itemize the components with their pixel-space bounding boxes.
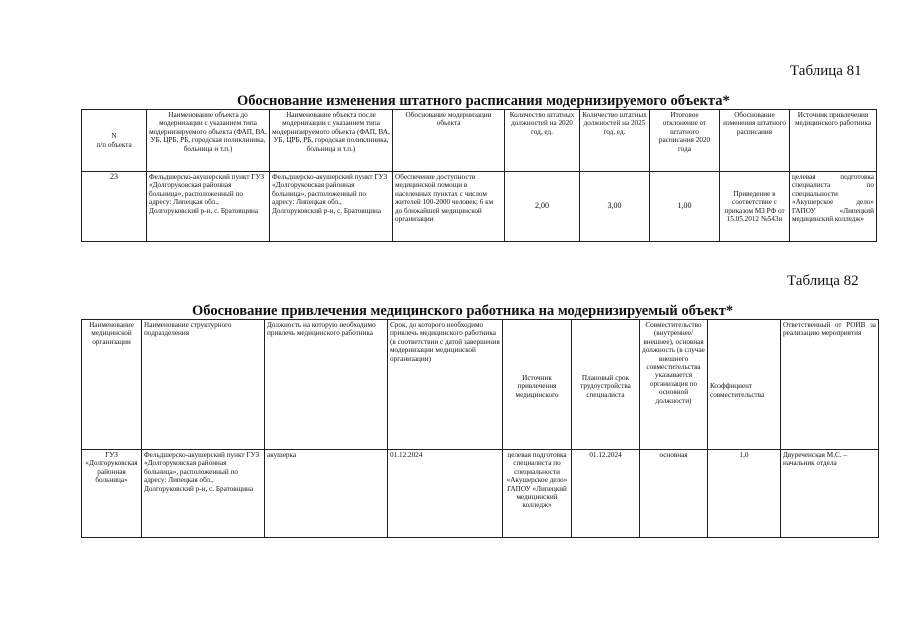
t81-header-num: N п/п объекта [82,110,147,172]
t82-header-position: Должность на которую необходимо привлечь медицинского работника [265,320,388,450]
table-row [82,172,877,242]
t81-header-deviation: Итоговое отклонение от штатного расписания 2020 года [650,110,720,172]
t81-cell-after: Фельдшерско-акушерский пункт ГУЗ «Долгоруковская районная больница», расположенный по адресу: Липецкая обл., Долгоруковский р-н, с. Братовщина [270,172,393,242]
t82-cell-org: ГУЗ «Долгоруковская районная больница» [82,450,142,538]
t82-header-org: Наименование медицинской организации [82,320,142,450]
t81-cell-justification: Обеспечение доступности медицинской помощи в населенных пунктах с числом жителей 100-2000 человек; 6 км до ближайшей медицинской организации [393,172,505,242]
t82-cell-planned: 01.12.2024 [572,450,640,538]
t82-header-source: Источник привлечения медицинского [503,320,572,450]
table-82-title: Обоснование привлечения медицинского работника на модернизируемый объект* [192,303,734,319]
t82-header-deadline: Срок, до которого необходимо привлечь медицинского работника (в соответствии с датой завершения модернизации медицинской организации) [388,320,503,450]
t81-header-change-reason: Обоснование изменения штатного расписания [720,110,790,172]
t82-cell-coef: 1,0 [708,450,781,538]
t81-header-before: Наименование объекта до модернизации с указанием типа модернизируемого объекта (ФАП, ВА, УБ, ЦРБ, РБ, городская поликлиника, больница и т.п.) [147,110,270,172]
t82-header-planned: Плановый срок трудоустройства специалиста [572,320,640,450]
table-82-header-row [82,320,879,450]
table-81-header-row [82,110,877,172]
table-82 [81,319,879,538]
table-row [82,450,879,538]
table-81-label: Таблица 81 [790,63,862,79]
t81-cell-source: целевая подготовка специалиста по специальности «Акушерское дело» ГАПОУ «Липецкий медицинский колледж» [790,172,877,242]
t81-header-justification: Обоснование модернизации объекта [393,110,505,172]
t82-header-responsible: Ответственный от РОИВ за реализацию мероприятия [781,320,879,450]
t82-header-coef: Коэффициент совместительства [708,320,781,450]
t82-cell-deadline: 01.12.2024 [388,450,503,538]
t82-cell-combination: основная [640,450,708,538]
t81-cell-deviation: 1,00 [650,172,720,242]
t81-cell-change-reason: Приведение в соответствие с приказом МЗ РФ от 15.05.2012 №543н [720,172,790,242]
t81-cell-num: 23 [82,172,147,242]
t82-cell-source: целевая подготовка специалиста по специальности «Акушерское дело» ГАПОУ «Липецкий медицинский колледж» [503,450,572,538]
t82-header-combination: Совместительство (внутреннее/внешнее), основная должность (в случае внешнего совместительства указывается организация по основной должности) [640,320,708,450]
t82-cell-responsible: Двуреченская М.С. – начальник отдела [781,450,879,538]
t81-header-source: Источник привлечения медицинского работника [790,110,877,172]
t81-header-after: Наименование объекта после модернизации с указанием типа модернизируемого объекта (ФАП, ВА, УБ, ЦРБ, РБ, городская поликлиника, больница и т.п.) [270,110,393,172]
table-82-label: Таблица 82 [787,273,859,289]
t81-cell-staff-2025: 3,00 [580,172,650,242]
table-81-title: Обоснование изменения штатного расписания модернизируемого объекта* [237,93,730,109]
table-81 [81,109,877,242]
t82-cell-position: акушерка [265,450,388,538]
t81-header-staff-2020: Количество штатных должностей на 2020 год, ед. [505,110,580,172]
t82-header-unit: Наименование структурного подразделения [142,320,265,450]
t81-cell-before: Фельдшерско-акушерский пункт ГУЗ «Долгоруковская районная больница», расположенный по адресу: Липецкая обл., Долгоруковский р-н, с. Братовщина [147,172,270,242]
t81-cell-staff-2020: 2,00 [505,172,580,242]
t81-header-staff-2025: Количество штатных должностей на 2025 год, ед. [580,110,650,172]
t82-cell-unit: Фельдшерско-акушерский пункт ГУЗ «Долгоруковская районная больница», расположенный по адресу: Липецкая обл., Долгоруковский р-н, с. Братовщина [142,450,265,538]
